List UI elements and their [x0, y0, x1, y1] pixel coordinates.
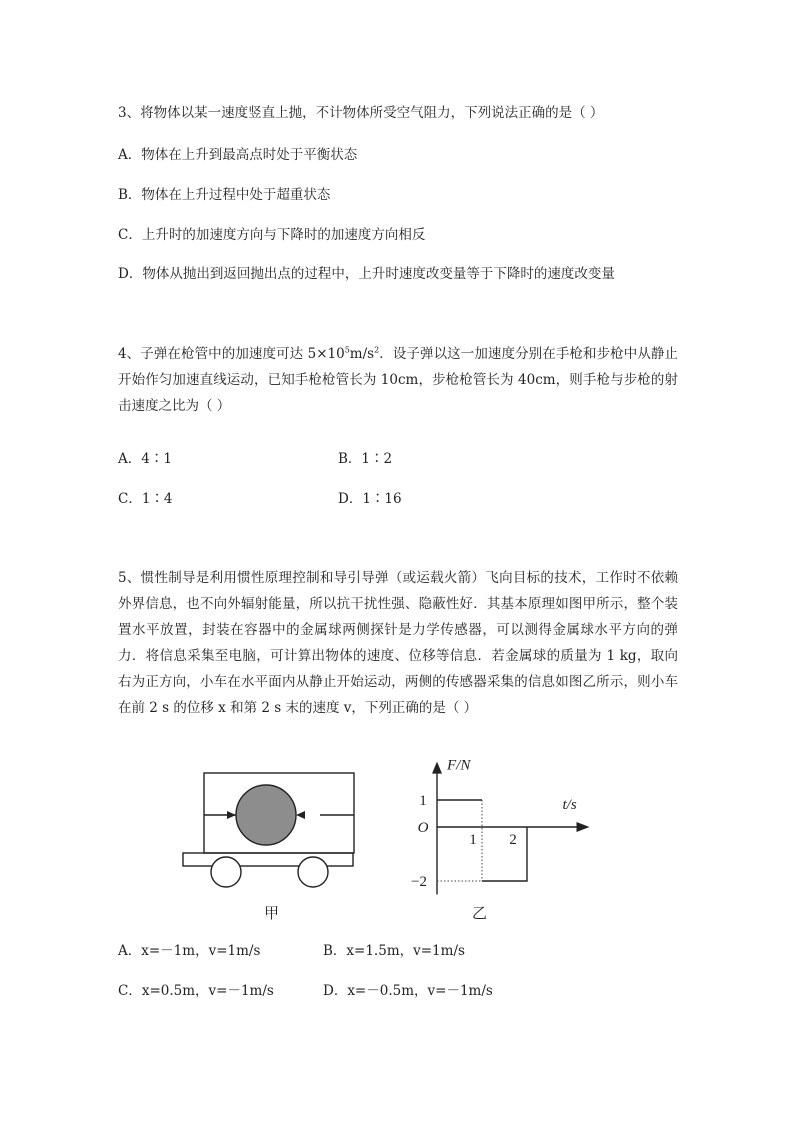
y-axis-label: F/N — [447, 757, 471, 774]
q3-option-d[interactable]: D．物体从抛出到返回抛出点的过程中，上升时速度改变量等于下降时的速度改变量 — [118, 266, 615, 282]
q4-stem: 4、子弹在枪管中的加速度可达 $5\times 10^5m/s^2$．设子弹以这一加速度分别在手枪和步枪中从静止开始作匀加速直线运动，已知手枪枪管长为 10cm，步枪枪管长为 40cm，则手枪与步枪的射击速度之比为（ ） — [118, 345, 678, 414]
origin-label: O — [417, 820, 429, 836]
q4-option-b[interactable]: B．1∶2 — [338, 451, 393, 467]
right-probe-arrow — [296, 811, 305, 819]
x-axis-label: t/s — [562, 797, 577, 813]
figure-yi-caption: 乙 — [472, 904, 488, 922]
left-wheel — [211, 857, 241, 887]
figure-jia-caption: 甲 — [264, 904, 280, 922]
q3-option-b[interactable]: B．物体在上升过程中处于超重状态 — [118, 187, 331, 203]
q3-option-a[interactable]: A．物体在上升到最高点时处于平衡状态 — [118, 147, 358, 163]
q4-option-d[interactable]: D．1∶16 — [338, 491, 402, 507]
q4-option-a[interactable]: A．4∶1 — [118, 451, 172, 467]
q3-stem: 3、将物体以某一速度竖直上抛，不计物体所受空气阻力，下列说法正确的是（ ） — [118, 105, 604, 121]
metal-ball — [236, 785, 296, 845]
cart-platform — [183, 853, 353, 866]
series-segment-negative — [482, 827, 527, 881]
x-tick-label-1: 1 — [469, 832, 477, 848]
y-axis-arrow — [432, 762, 442, 774]
y-tick-label-neg2: −2 — [411, 874, 427, 890]
left-probe-arrow — [227, 811, 236, 819]
q4-option-c[interactable]: C．1∶4 — [118, 491, 173, 507]
x-tick-label-2: 2 — [509, 832, 517, 848]
y-tick-label-1: 1 — [419, 793, 427, 809]
q5-option-d[interactable]: D．x=－0.5m，v=－1m/s — [323, 983, 493, 999]
container-box — [204, 773, 354, 853]
right-wheel — [298, 857, 328, 887]
q5-option-a[interactable]: A．x=－1m，v=1m/s — [118, 943, 261, 959]
x-axis-arrow — [577, 822, 590, 832]
q5-option-b[interactable]: B．x=1.5m，v=1m/s — [323, 943, 465, 959]
q5-option-c[interactable]: C．x=0.5m，v=－1m/s — [118, 983, 274, 999]
q3-option-c[interactable]: C．上升时的加速度方向与下降时的加速度方向相反 — [118, 227, 426, 243]
q5-stem: 5、惯性制导是利用惯性原理控制和导引导弹（或运载火箭）飞向目标的技术，工作时不依赖外界信息，也不向外辐射能量，所以抗干扰性强、隐蔽性好．其基本原理如图甲所示，整个装置水平放置，封装在容器中的金属球两侧探针是力学传感器，可以测得金属球水平方向的弹力．将信息采集至电脑，可计算出物体的速度、位移等信息．若金属球的质量为 1 kg，取向右为正方向，小车在水平面内从静止开始运动，两侧的传感器采集的信息如图乙所示，则小车在前 2 s 的位移 x 和第 2 s 末的速度 v，下列正确的是（ ） — [118, 570, 678, 716]
